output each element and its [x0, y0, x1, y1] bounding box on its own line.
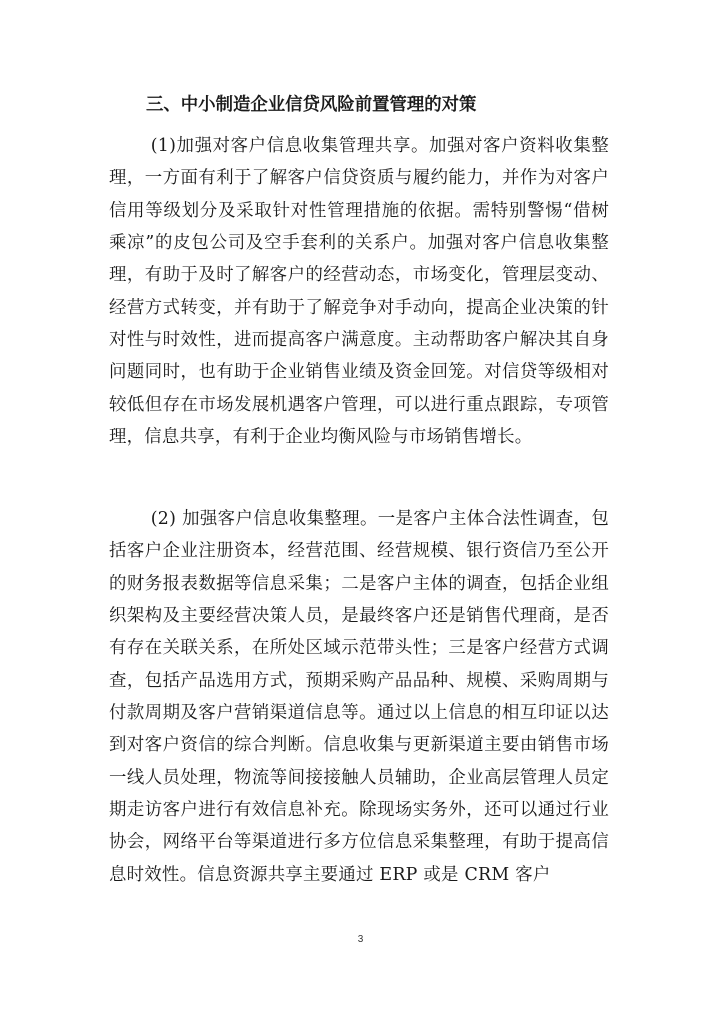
paragraph-2: (2) 加强客户信息收集整理。一是客户主体合法性调查，包括客户企业注册资本，经营范围、经营规模、银行资信乃至公开的财务报表数据等信息采集；二是客户主体的调查，包括企业组织架构及主要经营决策人员，是最终客户还是销售代理商，是否有存在关联关系，在所处区域示范带头性；三是客户经营方式调查，包括产品选用方式，预期采购产品品种、规模、采购周期与付款周期及客户营销渠道信息等。通过以上信息的相互印证以达到对客户资信的综合判断。信息收集与更新渠道主要由销售市场一线人员处理，物流等间接接触人员辅助，企业高层管理人员定期走访客户进行有效信息补充。除现场实务外，还可以通过行业协会，网络平台等渠道进行多方位信息采集整理，有助于提高信息时效性。信息资源共享主要通过 ERP 或是 CRM 客户	[109, 509, 609, 885]
paragraph-1: (1)加强对客户信息收集管理共享。加强对客户资料收集整理，一方面有利于了解客户信贷资质与履约能力，并作为对客户信用等级划分及采取针对性管理措施的依据。需特别警惕“借树乘凉”的皮包公司及空手套利的关系户。加强对客户信息收集整理，有助于及时了解客户的经营动态，市场变化，管理层变动、经营方式转变，并有助于了解竞争对手动向，提高企业决策的针对性与时效性，进而提高客户满意度。主动帮助客户解决其自身问题同时，也有助于企业销售业绩及资金回笼。对信贷等级相对较低但存在市场发展机遇客户管理，可以进行重点跟踪，专项管理，信息共享，有利于企业均衡风险与市场销售增长。	[109, 136, 609, 448]
page-number: 3	[357, 934, 364, 945]
section-heading: 三、中小制造企业信贷风险前置管理的对策	[146, 95, 477, 115]
